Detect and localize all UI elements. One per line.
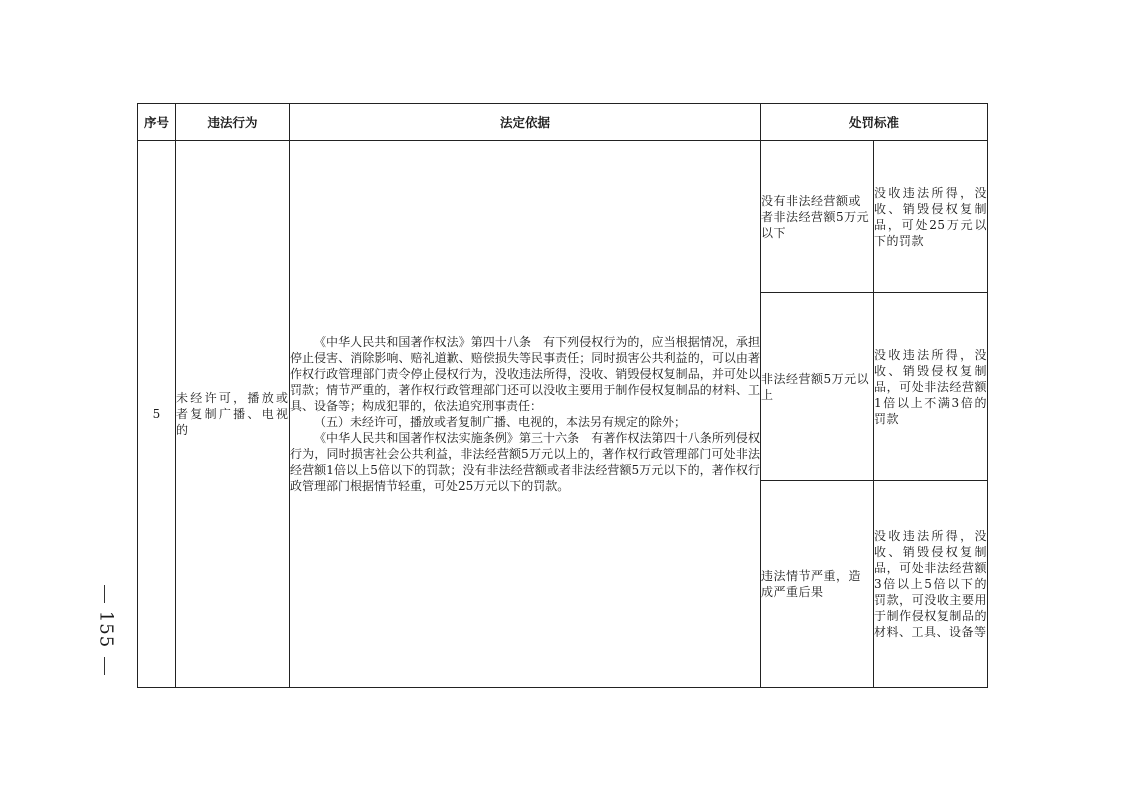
header-violation: 违法行为 <box>176 104 290 141</box>
page-number-dash-bottom <box>104 657 105 675</box>
row-seq: 5 <box>138 141 176 688</box>
table-header-row <box>138 104 988 141</box>
table-row <box>138 141 988 293</box>
header-penalty-standard: 处罚标准 <box>761 104 988 141</box>
legal-basis-paragraph: 《中华人民共和国著作权法实施条例》第三十六条 有著作权法第四十八条所列侵权行为，同时损害社会公共利益，非法经营额5万元以上的，著作权行政管理部门可处非法经营额1倍以上5倍以下的罚款；没有非法经营额或者非法经营额5万元以下的，著作权行政管理部门根据情节轻重，可处25万元以下的罚款。 <box>290 431 760 493</box>
page-number <box>92 585 118 675</box>
standard-condition: 违法情节严重，造成严重后果 <box>761 481 874 688</box>
row-violation: 未经许可，播放或者复制广播、电视的 <box>176 141 290 688</box>
standard-penalty: 没收违法所得，没收、销毁侵权复制品，可处非法经营额1倍以上不满3倍的罚款 <box>874 293 988 481</box>
standard-penalty: 没收违法所得，没收、销毁侵权复制品，可处25万元以下的罚款 <box>874 141 988 293</box>
penalty-table <box>137 103 988 688</box>
legal-basis-paragraph: （五）未经许可，播放或者复制广播、电视的，本法另有规定的除外； <box>314 415 687 429</box>
standard-condition: 非法经营额5万元以上 <box>761 293 874 481</box>
page-number-text: 155 <box>95 610 117 649</box>
legal-basis-paragraph: 《中华人民共和国著作权法》第四十八条 有下列侵权行为的，应当根据情况，承担停止侵害、消除影响、赔礼道歉、赔偿损失等民事责任；同时损害公共利益的，可以由著作权行政管理部门责令停止侵权行为，没收违法所得，没收、销毁侵权复制品，并可处以罚款；情节严重的，著作权行政管理部门还可以没收主要用于制作侵权复制品的材料、工具、设备等；构成犯罪的，依法追究刑事责任： <box>290 335 760 413</box>
header-legal-basis: 法定依据 <box>290 104 761 141</box>
header-seq: 序号 <box>138 104 176 141</box>
standard-condition: 没有非法经营额或者非法经营额5万元以下 <box>761 141 874 293</box>
standard-penalty: 没收违法所得，没收、销毁侵权复制品，可处非法经营额3倍以上5倍以下的罚款，可没收主要用于制作侵权复制品的材料、工具、设备等 <box>874 481 988 688</box>
row-legal-basis <box>290 141 761 688</box>
page-number-dash-top <box>104 585 105 603</box>
